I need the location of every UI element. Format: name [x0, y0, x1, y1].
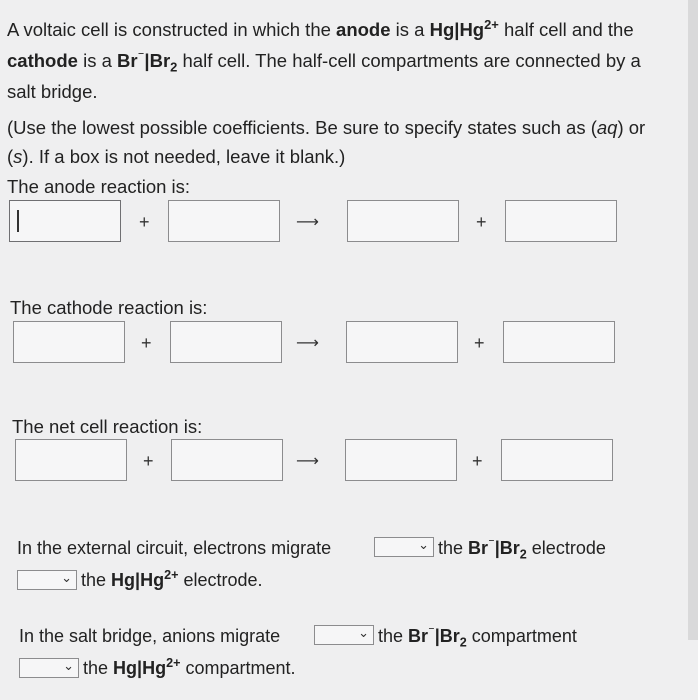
- anode-reactant-2-input[interactable]: [168, 200, 280, 242]
- anode-reaction-label: The anode reaction is:: [7, 176, 191, 197]
- plus-sign: +: [474, 333, 485, 353]
- plus-sign: +: [141, 333, 152, 353]
- external-direction-2-select[interactable]: [17, 570, 77, 590]
- anode-half-cell: $Hg|Hg^{2+}$: [429, 16, 499, 40]
- cathode-half-cell: $Br^{^-}|Br_2$: [117, 47, 178, 75]
- plus-sign: +: [139, 212, 150, 232]
- cathode-reactant-1-input[interactable]: [13, 321, 125, 363]
- salt-direction-2-select[interactable]: [19, 658, 79, 678]
- net-product-2-input[interactable]: [501, 439, 613, 481]
- reaction-arrow: ⟶: [296, 453, 319, 470]
- cathode-reactant-2-input[interactable]: [170, 321, 282, 363]
- anode-word: anode: [336, 19, 391, 40]
- plus-sign: +: [472, 451, 483, 471]
- external-hg-electrode-text: the $Hg|Hg^{2+}$ electrode.: [81, 568, 263, 590]
- cathode-product-2-input[interactable]: [503, 321, 615, 363]
- salt-br-compartment-text: the $Br^{^-}|Br_2$ compartment: [378, 624, 577, 650]
- anode-product-2-input[interactable]: [505, 200, 617, 242]
- anode-reactant-1-input[interactable]: [9, 200, 121, 242]
- cathode-reaction-label: The cathode reaction is:: [10, 297, 208, 318]
- external-direction-1-select[interactable]: [374, 537, 434, 557]
- instructions: (Use the lowest possible coefficients. Be sure to specify states such as (aq) or (s). If a box is not needed, leave it blank.): [7, 117, 646, 167]
- salt-direction-1-select[interactable]: [314, 625, 374, 645]
- chevron-down-icon: ⌄: [61, 570, 72, 585]
- chevron-down-icon: ⌄: [418, 537, 429, 552]
- net-reactant-1-input[interactable]: [15, 439, 127, 481]
- reaction-arrow: ⟶: [296, 335, 319, 352]
- plus-sign: +: [143, 451, 154, 471]
- salt-hg-compartment-text: the $Hg|Hg^{2+}$ compartment.: [83, 656, 296, 678]
- net-reaction-label: The net cell reaction is:: [12, 416, 203, 437]
- net-reactant-2-input[interactable]: [171, 439, 283, 481]
- salt-bridge-text: In the salt bridge, anions migrate: [19, 626, 281, 646]
- chevron-down-icon: ⌄: [358, 625, 369, 640]
- question-intro: A voltaic cell is constructed in which the anode is a $Hg|Hg^{2+}$ half cell and the cathode is a $Br^{^-}|Br_2$ half cell. The half-cell compartments are connected by a salt bridge.: [7, 16, 641, 102]
- plus-sign: +: [476, 212, 487, 232]
- chevron-down-icon: ⌄: [63, 658, 74, 673]
- net-product-1-input[interactable]: [345, 439, 457, 481]
- external-br-electrode-text: the $Br^{^-}|Br_2$ electrode: [438, 536, 606, 562]
- reaction-arrow: ⟶: [296, 214, 319, 231]
- anode-product-1-input[interactable]: [347, 200, 459, 242]
- text-cursor: [17, 210, 19, 232]
- scrollbar[interactable]: [688, 0, 698, 640]
- external-circuit-text: In the external circuit, electrons migrate: [17, 538, 332, 558]
- cathode-word: cathode: [7, 50, 78, 71]
- cathode-product-1-input[interactable]: [346, 321, 458, 363]
